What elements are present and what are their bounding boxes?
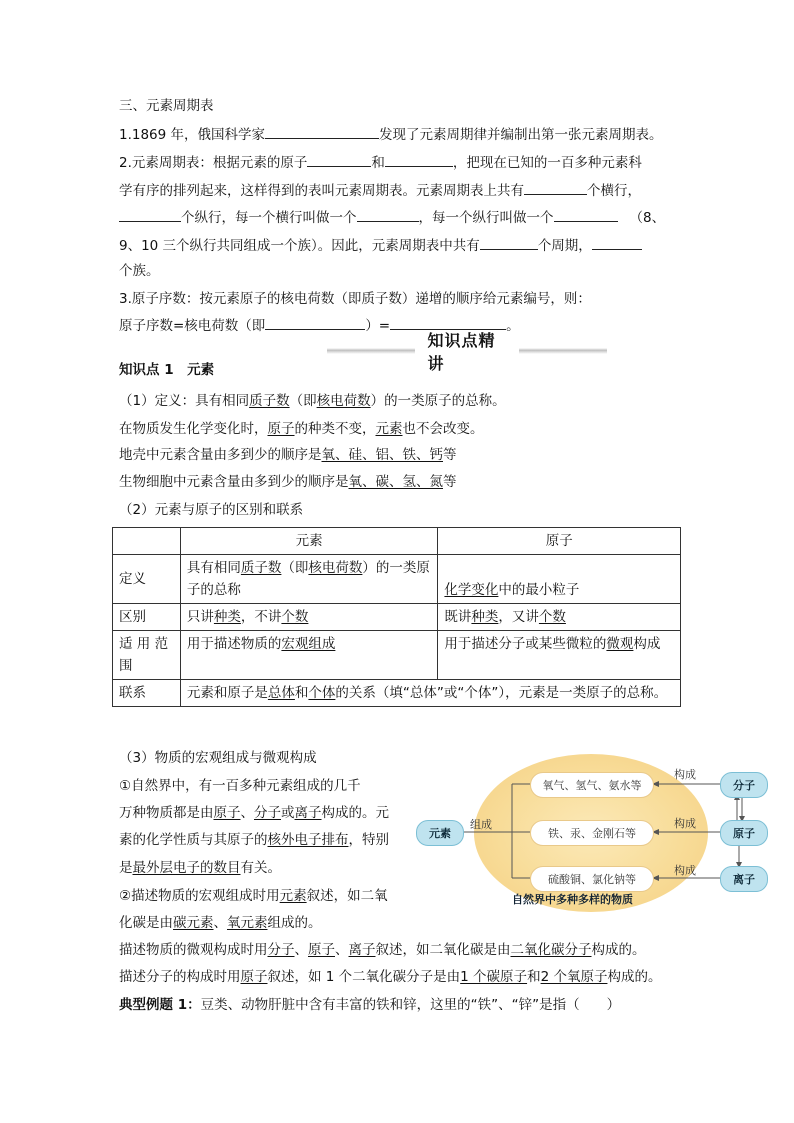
p3-underline: 分子 bbox=[267, 942, 295, 958]
p4-text: 叙述，如 1 个二氧化碳分子是由 bbox=[267, 969, 461, 985]
change-text: 在物质发生化学变化时， bbox=[119, 421, 268, 437]
cell-text: 中的最小粒子 bbox=[498, 582, 580, 598]
cell-underline: 总体 bbox=[267, 685, 295, 701]
cell-text: 既讲 bbox=[444, 609, 472, 625]
heading-bar-right bbox=[519, 348, 607, 354]
element-node: 元素 bbox=[416, 820, 464, 846]
cell-text: 元素和原子是 bbox=[186, 685, 268, 701]
item2-line5: 个族。 bbox=[119, 263, 160, 279]
substance-item: 铁、汞、金刚石等 bbox=[530, 820, 654, 846]
table-cell bbox=[180, 555, 438, 604]
blank-group-count[interactable] bbox=[592, 235, 642, 250]
crust-underline: 氧、硅、铝、铁、钙 bbox=[321, 447, 443, 463]
crust-line bbox=[119, 445, 457, 465]
heading-text: 知识点精讲 bbox=[427, 331, 496, 373]
substance-item: 硫酸铜、氯化钠等 bbox=[530, 866, 654, 892]
p2-text: ②描述物质的宏观组成时用 bbox=[119, 888, 280, 904]
table-cell bbox=[438, 604, 681, 631]
cell-text: ，不讲 bbox=[240, 609, 282, 625]
item2-text: 2.元素周期表：根据元素的原子 bbox=[119, 155, 308, 171]
table-cell bbox=[180, 604, 438, 631]
p3-text: 叙述，如二氧化碳是由 bbox=[375, 942, 511, 958]
cell-text: ）的一类原子的总称 bbox=[186, 560, 430, 598]
p1-text: ，特别 bbox=[348, 832, 389, 848]
compose-label: 组成 bbox=[470, 818, 492, 831]
bio-text: 生物细胞中元素含量由多到少的顺序是 bbox=[119, 474, 349, 490]
cell-underline: 微观 bbox=[606, 636, 634, 652]
atom-node: 原子 bbox=[720, 820, 768, 846]
p1-text: 构成的。元 bbox=[321, 805, 389, 821]
p1-text: 是 bbox=[119, 860, 133, 876]
cell-text: 的关系（填“总体”或“个体”），元素是一类原子的总称。 bbox=[335, 685, 668, 701]
table-cell bbox=[180, 680, 680, 707]
p1-text: 、 bbox=[240, 805, 254, 821]
p3-underline: 离子 bbox=[348, 942, 376, 958]
cell-underline: 宏观组成 bbox=[281, 636, 336, 652]
def-text: （即 bbox=[289, 393, 317, 409]
item1-text-b: 发现了元素周期律并编制出第一张元素周期表。 bbox=[379, 127, 663, 143]
def-underline: 质子数 bbox=[249, 393, 290, 409]
build-label: 构成 bbox=[674, 768, 696, 781]
blank-atom-2[interactable] bbox=[385, 152, 453, 167]
bio-line bbox=[119, 472, 457, 492]
macro-p2-l1 bbox=[119, 886, 388, 906]
item2-text: ，把现在已知的一百多种元素科 bbox=[452, 155, 642, 171]
macro-p3 bbox=[119, 940, 646, 960]
p1-text: 万种物质都是由 bbox=[119, 805, 214, 821]
blank-group[interactable] bbox=[554, 207, 618, 222]
p1-underline: 核外电子排布 bbox=[267, 832, 349, 848]
diff-title: （2）元素与原子的区别和联系 bbox=[119, 502, 304, 518]
p3-underline: 原子 bbox=[308, 942, 335, 958]
section-title: 三、元素周期表 bbox=[119, 98, 214, 114]
p4-underline: 2 个氧原子 bbox=[540, 969, 608, 985]
table-row bbox=[113, 680, 681, 707]
def-text: ）的一类原子的总称。 bbox=[370, 393, 506, 409]
table-row bbox=[113, 555, 681, 604]
item2-line2 bbox=[119, 180, 641, 201]
p1-underline: 离子 bbox=[294, 805, 322, 821]
item3-text: ）= bbox=[365, 318, 391, 334]
item3-text: 原子序数=核电荷数（即 bbox=[119, 318, 266, 334]
def-underline: 核电荷数 bbox=[316, 393, 371, 409]
p2-text: 、 bbox=[213, 915, 227, 931]
macro-p1-l4 bbox=[119, 858, 281, 878]
def-text: （1）定义：具有相同 bbox=[119, 393, 250, 409]
example-line bbox=[119, 995, 620, 1015]
crust-text: 地壳中元素含量由多到少的顺序是 bbox=[119, 447, 322, 463]
p2-text: 化碳是由 bbox=[119, 915, 173, 931]
blank-atom-1[interactable] bbox=[307, 152, 371, 167]
blank-columns[interactable] bbox=[119, 207, 181, 222]
blank-scientist[interactable] bbox=[265, 124, 379, 139]
change-underline: 元素 bbox=[375, 421, 403, 437]
change-text: 的种类不变， bbox=[294, 421, 376, 437]
cell-text: 具有相同 bbox=[186, 560, 241, 576]
p2-text: 组成的。 bbox=[267, 915, 322, 931]
cell-text: 构成 bbox=[633, 636, 661, 652]
cell-text: 用于描述分子或某些微粒的 bbox=[444, 636, 607, 652]
cell-text: 用于描述物质的 bbox=[186, 636, 282, 652]
item2-text: （8、 bbox=[629, 210, 666, 226]
item3-line1: 3.原子序数：按元素原子的核电荷数（即质子数）递增的顺序给元素编号，则： bbox=[119, 291, 591, 307]
substance-item: 氧气、氢气、氨水等 bbox=[530, 772, 654, 798]
molecule-node: 分子 bbox=[720, 772, 768, 798]
macro-title: （3）物质的宏观组成与微观构成 bbox=[119, 750, 317, 766]
p2-underline: 碳元素 bbox=[173, 915, 214, 931]
item1-text-a: 1.1869 年，俄国科学家 bbox=[119, 127, 266, 143]
table-cell bbox=[438, 631, 681, 680]
p4-text: 构成的。 bbox=[607, 969, 662, 985]
macro-p1-l2 bbox=[119, 803, 389, 823]
change-line bbox=[119, 419, 484, 439]
build-label: 构成 bbox=[674, 817, 696, 830]
table-cell bbox=[180, 631, 438, 680]
knowledge-heading bbox=[327, 331, 607, 373]
heading-bar-left bbox=[327, 348, 415, 354]
ion-node: 离子 bbox=[720, 866, 768, 892]
table-cell bbox=[438, 555, 681, 604]
table-header-row bbox=[113, 528, 681, 555]
macro-p2-l2 bbox=[119, 913, 322, 933]
row-label-relation: 联系 bbox=[113, 680, 181, 707]
example-text: 豆类、动物肝脏中含有丰富的铁和锌，这里的“铁”、“锌”是指（ ） bbox=[200, 997, 621, 1013]
blank-period[interactable] bbox=[357, 207, 419, 222]
cell-underline: 化学变化 bbox=[444, 582, 499, 598]
row-label-definition: 定义 bbox=[113, 555, 181, 604]
p2-underline: 氧元素 bbox=[227, 915, 268, 931]
cell-underline: 质子数 bbox=[240, 560, 282, 576]
macro-p1-l3 bbox=[119, 830, 389, 850]
crust-text: 等 bbox=[443, 447, 457, 463]
table-header-atom: 原子 bbox=[438, 528, 681, 555]
macro-p1-l1: ①自然界中，有一百多种元素组成的几千 bbox=[119, 778, 361, 794]
cell-underline: 个数 bbox=[538, 609, 566, 625]
p1-underline: 分子 bbox=[254, 805, 281, 821]
p4-underline: 原子 bbox=[240, 969, 268, 985]
example-label: 典型例题 1： bbox=[119, 997, 201, 1013]
p1-text: 素的化学性质与其原子的 bbox=[119, 832, 268, 848]
change-underline: 原子 bbox=[267, 421, 295, 437]
matter-composition-diagram bbox=[412, 754, 776, 912]
p3-text: 描述物质的微观构成时用 bbox=[119, 942, 268, 958]
p4-text: 描述分子的构成时用 bbox=[119, 969, 241, 985]
p3-text: 构成的。 bbox=[591, 942, 646, 958]
table-cell bbox=[113, 528, 181, 555]
p3-text: 、 bbox=[335, 942, 349, 958]
cell-text: 只讲 bbox=[186, 609, 214, 625]
row-label-difference: 区别 bbox=[113, 604, 181, 631]
item2-text: ，每一个纵行叫做一个 bbox=[418, 210, 554, 226]
cell-text: ，又讲 bbox=[498, 609, 539, 625]
p1-underline: 原子 bbox=[213, 805, 241, 821]
p4-text: 和 bbox=[527, 969, 541, 985]
item2-text: 学有序的排列起来，这样得到的表叫元素周期表。元素周期表上共有 bbox=[119, 183, 524, 199]
item2-line1 bbox=[119, 152, 642, 173]
table-header-element: 元素 bbox=[180, 528, 438, 555]
comparison-table bbox=[112, 527, 681, 707]
point1-title: 知识点 1 元素 bbox=[119, 362, 215, 378]
bio-underline: 氧、碳、氢、氮 bbox=[348, 474, 443, 490]
macro-p4 bbox=[119, 967, 661, 987]
blank-rows[interactable] bbox=[524, 180, 587, 195]
p2-underline: 元素 bbox=[279, 888, 307, 904]
diagram-caption: 自然界中多种多样的物质 bbox=[512, 893, 633, 906]
blank-period-count[interactable] bbox=[480, 235, 538, 250]
p1-text: 或 bbox=[281, 805, 295, 821]
p4-underline: 1 个碳原子 bbox=[460, 969, 528, 985]
cell-underline: 个体 bbox=[308, 685, 336, 701]
p3-underline: 二氧化碳分子 bbox=[510, 942, 592, 958]
item2-line3 bbox=[119, 207, 665, 228]
cell-underline: 种类 bbox=[213, 609, 241, 625]
blank-proton[interactable] bbox=[265, 315, 365, 330]
table-row bbox=[113, 631, 681, 680]
cell-underline: 核电荷数 bbox=[308, 560, 363, 576]
p1-underline: 最外层电子的数目 bbox=[132, 860, 241, 876]
p2-text: 叙述，如二氧 bbox=[306, 888, 388, 904]
item1-line bbox=[119, 124, 663, 145]
row-label-scope: 适 用 范 围 bbox=[113, 631, 181, 680]
p1-text: 有关。 bbox=[240, 860, 281, 876]
cell-text: 和 bbox=[294, 685, 309, 701]
p3-text: 、 bbox=[294, 942, 308, 958]
item2-text: 个横行， bbox=[587, 183, 641, 199]
item2-text: 9、10 三个纵行共同组成一个族）。因此，元素周期表中共有 bbox=[119, 238, 480, 254]
item2-line4 bbox=[119, 235, 642, 256]
cell-underline: 个数 bbox=[281, 609, 309, 625]
definition-line bbox=[119, 391, 506, 411]
build-label: 构成 bbox=[674, 864, 696, 877]
change-text: 也不会改变。 bbox=[402, 421, 484, 437]
table-row bbox=[113, 604, 681, 631]
cell-underline: 种类 bbox=[471, 609, 499, 625]
bio-text: 等 bbox=[443, 474, 457, 490]
item3-text: 。 bbox=[506, 318, 520, 334]
item2-text: 个纵行，每一个横行叫做一个 bbox=[181, 210, 357, 226]
item2-text: 和 bbox=[371, 155, 385, 171]
item2-text: 个周期， bbox=[537, 238, 592, 254]
cell-text: （即 bbox=[281, 560, 309, 576]
